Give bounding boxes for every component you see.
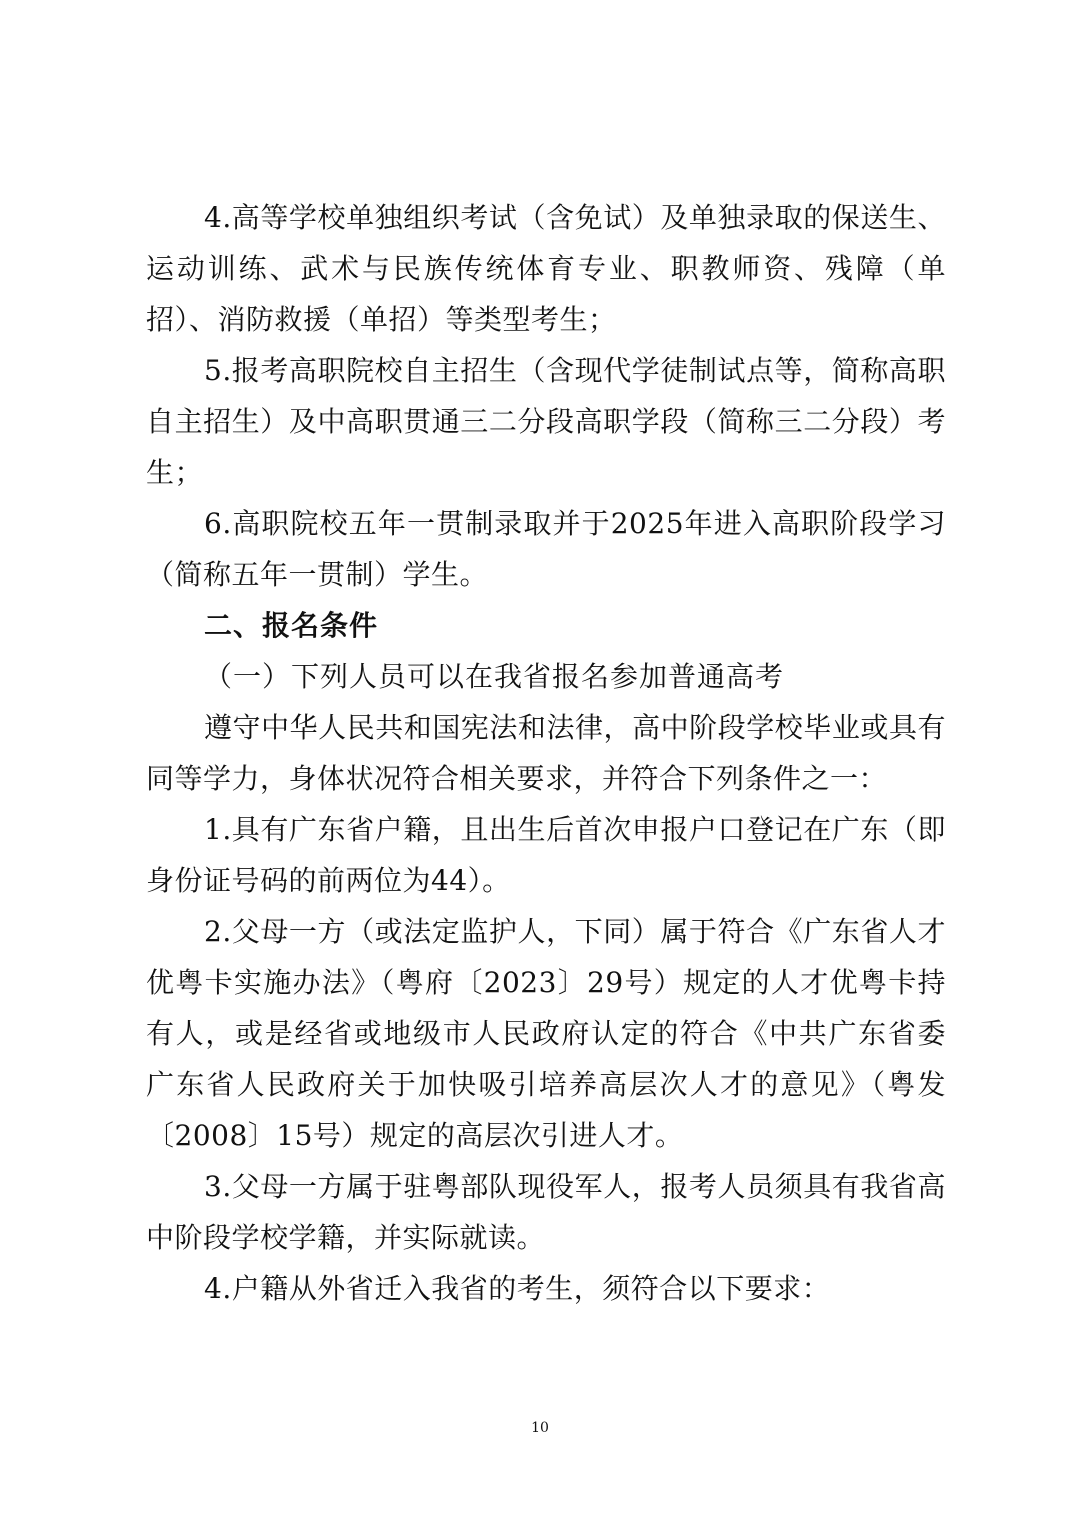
eligibility-intro: 遵守中华人民共和国宪法和法律，高中阶段学校毕业或具有同等学力，身体状况符合相关要求，并符合下列条件之一： — [146, 711, 946, 795]
subsection-heading: （一）下列人员可以在我省报名参加普通高考 — [204, 660, 785, 693]
condition-3: 3.父母一方属于驻粤部队现役军人，报考人员须具有我省高中阶段学校学籍，并实际就读。 — [146, 1170, 946, 1254]
paragraph-item-5: 5.报考高职院校自主招生（含现代学徒制试点等，简称高职自主招生）及中高职贯通三二分段高职学段（简称三二分段）考生； — [146, 354, 946, 489]
section-heading: 二、报名条件 — [204, 609, 379, 642]
condition-1: 1.具有广东省户籍，且出生后首次申报户口登记在广东（即身份证号码的前两位为44）。 — [146, 813, 946, 897]
condition-2: 2.父母一方（或法定监护人，下同）属于符合《广东省人才优粤卡实施办法》（粤府〔2023〕29号）规定的人才优粤卡持有人，或是经省或地级市人民政府认定的符合《中共广东省委 广东省人民政府关于加快吸引培养高层次人才的意见》（粤发〔2008〕15号）规定的高层次引进人才。 — [146, 915, 946, 1152]
paragraph-item-4: 4.高等学校单独组织考试（含免试）及单独录取的保送生、运动训练、武术与民族传统体育专业、职教师资、残障（单招）、消防救援（单招）等类型考生； — [146, 201, 946, 336]
paragraph-item-6: 6.高职院校五年一贯制录取并于2025年进入高职阶段学习（简称五年一贯制）学生。 — [146, 507, 946, 591]
document-body — [146, 192, 946, 1314]
condition-4: 4.户籍从外省迁入我省的考生，须符合以下要求： — [204, 1272, 831, 1305]
page-number: 10 — [531, 1420, 549, 1436]
